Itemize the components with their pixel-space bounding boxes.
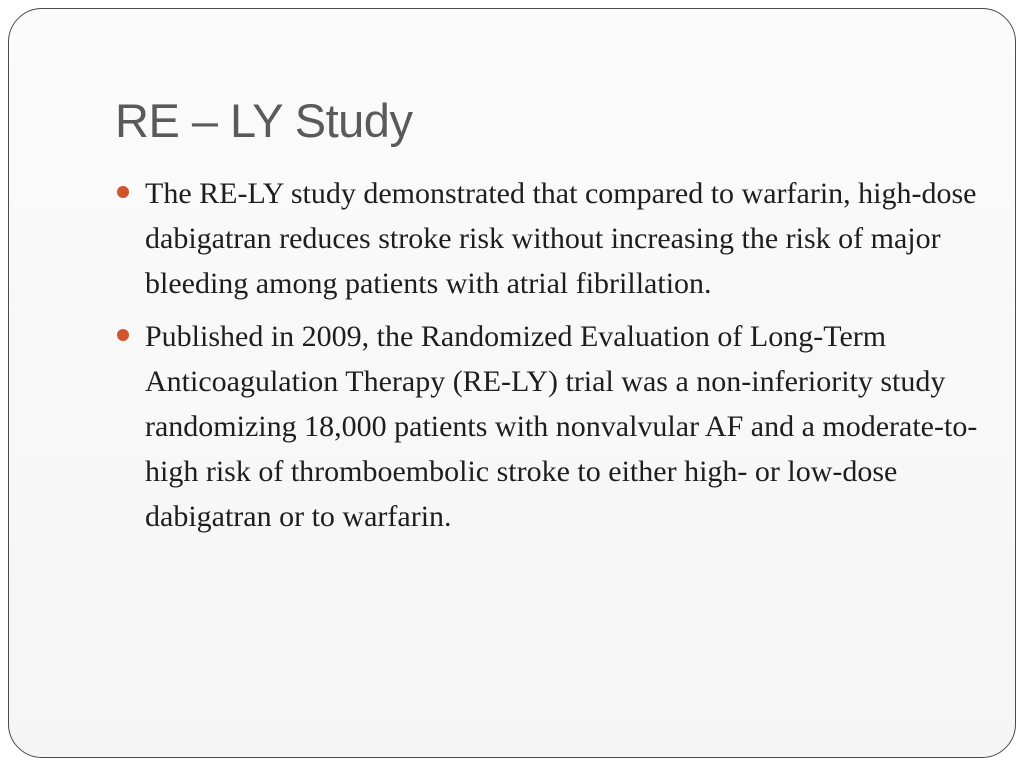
- bullet-item-rely-findings: [115, 171, 995, 306]
- bullet-dot-icon: [117, 329, 129, 341]
- bullet-item-rely-design: [115, 314, 995, 539]
- bullet-dot-icon: [117, 186, 129, 198]
- bullet-text: Published in 2009, the Randomized Evaluation of Long-Term Anticoagulation Therapy (RE-LY) trial was a non-inferiority study randomizing 18,000 patients with nonvalvular AF and a moderate-to-high risk of thromboembolic stroke to either high- or low-dose dabigatran or to warfarin.: [145, 320, 978, 533]
- slide-title: RE – LY Study: [115, 94, 413, 147]
- bullet-text: The RE-LY study demonstrated that compared to warfarin, high-dose dabigatran reduces stroke risk without increasing the risk of major bleeding among patients with atrial fibrillation.: [145, 177, 977, 300]
- bullet-list: [115, 171, 995, 547]
- slide: [8, 8, 1016, 758]
